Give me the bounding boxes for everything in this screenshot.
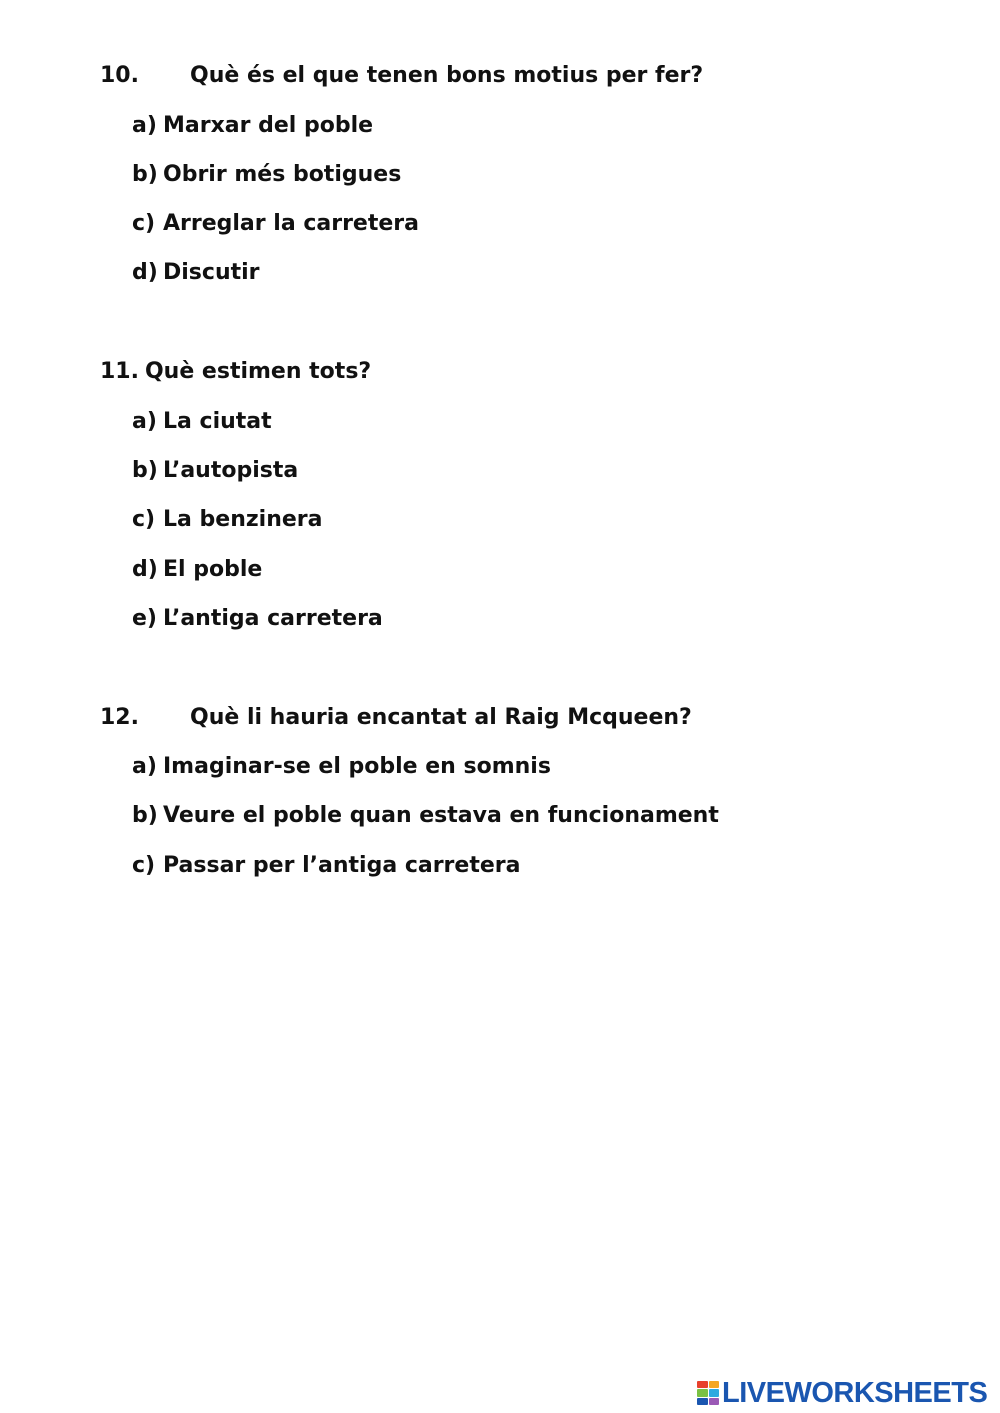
option-10-d (132, 258, 260, 288)
option-text: La benzinera (163, 507, 323, 532)
question-12-heading (100, 703, 692, 733)
option-11-a (132, 407, 272, 437)
option-text: Marxar del poble (163, 113, 374, 138)
option-text: La ciutat (163, 409, 272, 434)
option-text: Passar per l’antiga carretera (163, 853, 521, 878)
option-11-d (132, 555, 262, 585)
question-number: 11. (100, 359, 139, 384)
liveworksheets-logo-icon (697, 1381, 719, 1405)
option-text: Discutir (163, 260, 260, 285)
option-text: Obrir més botigues (163, 162, 402, 187)
question-10-heading (100, 61, 703, 91)
question-number: 12. (100, 705, 139, 730)
logo-square (709, 1398, 720, 1405)
option-text: Veure el poble quan estava en funcionament (163, 803, 719, 828)
option-text: El poble (163, 557, 263, 582)
option-letter: c) (132, 507, 156, 532)
option-letter: c) (132, 853, 156, 878)
option-letter: a) (132, 409, 157, 434)
option-text: Imaginar-se el poble en somnis (163, 754, 551, 779)
option-11-e (132, 604, 383, 634)
option-letter: b) (132, 458, 158, 483)
question-text: Què estimen tots? (144, 359, 372, 384)
logo-square (697, 1381, 708, 1388)
question-11-heading (100, 357, 371, 387)
option-11-c (132, 505, 322, 535)
option-text: L’autopista (163, 458, 299, 483)
liveworksheets-footer (697, 1378, 987, 1408)
option-letter: b) (132, 803, 158, 828)
option-11-b (132, 456, 298, 486)
logo-square (697, 1398, 708, 1405)
option-10-a (132, 111, 373, 141)
option-letter: e) (132, 606, 157, 631)
option-letter: d) (132, 557, 158, 582)
option-12-c (132, 851, 520, 881)
option-letter: d) (132, 260, 158, 285)
logo-square (709, 1381, 720, 1388)
option-12-b (132, 801, 719, 831)
option-letter: b) (132, 162, 158, 187)
option-text: L’antiga carretera (163, 606, 383, 631)
question-text: Què és el que tenen bons motius per fer? (190, 63, 704, 88)
brand-wordmark: LIVEWORKSHEETS (722, 1376, 988, 1409)
question-text: Què li hauria encantat al Raig Mcqueen? (190, 705, 692, 730)
option-letter: c) (132, 211, 156, 236)
option-10-c (132, 209, 419, 239)
option-letter: a) (132, 754, 157, 779)
logo-square (709, 1389, 720, 1396)
option-12-a (132, 752, 551, 782)
option-text: Arreglar la carretera (163, 211, 419, 236)
option-10-b (132, 160, 401, 190)
option-letter: a) (132, 113, 157, 138)
question-number: 10. (100, 63, 139, 88)
logo-square (697, 1389, 708, 1396)
